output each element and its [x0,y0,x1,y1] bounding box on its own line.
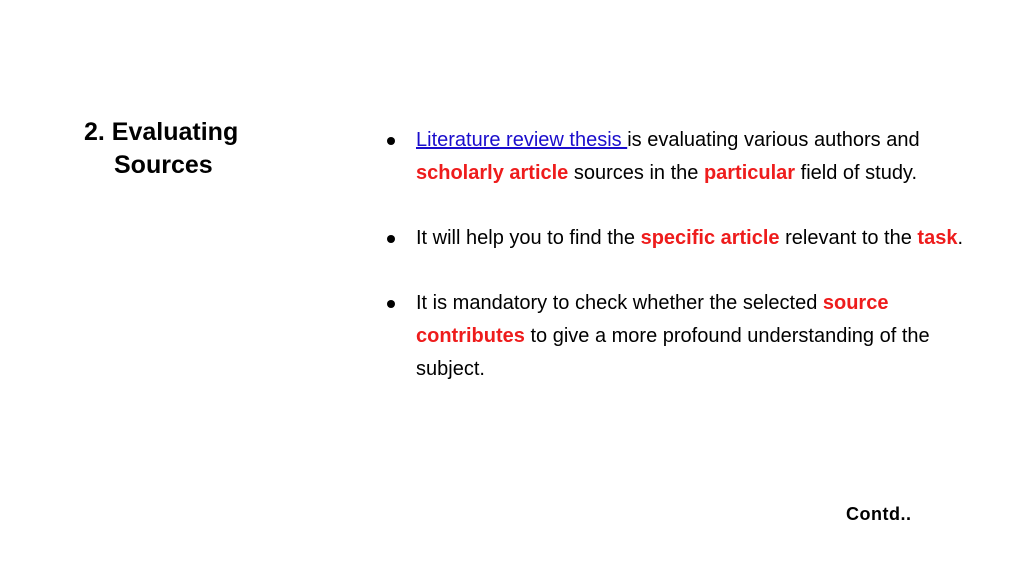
slide-title [84,116,238,182]
bullet-item-3 [384,287,964,386]
bullet-1-text-1: is evaluating various authors and [627,129,920,151]
bullet-dot-icon [387,137,395,145]
bullet-1-highlight-2: particular [703,162,796,184]
bullet-dot-icon [387,235,395,243]
bullet-item-1 [384,124,964,190]
bullet-3-highlight-1: source contributes [416,292,889,347]
bullet-2-text-2: relevant to the [779,227,918,249]
bullet-item-2 [384,222,964,255]
bullet-2-highlight-1: specific article [640,227,780,249]
bullet-3-text-1: It is mandatory to check whether the selected [416,292,823,314]
bullet-1-text-3: field of study. [795,162,918,184]
bullet-1-text-2: sources in the [568,162,704,184]
title-line-1: 2. Evaluating [84,118,239,146]
contd-label: Contd.. [846,504,912,524]
bullet-2-highlight-2: task [917,227,958,249]
bullet-3-text-2: to give a more profound understanding of the subject. [416,325,930,380]
bullet-2-text-3: . [957,227,964,249]
bullet-list [384,124,964,418]
bullet-1-highlight-1: scholarly article [416,162,569,184]
bullet-dot-icon [387,300,395,308]
bullet-2-text-1: It will help you to find the [416,227,641,249]
literature-review-thesis-link[interactable]: Literature review thesis [416,129,628,151]
title-line-2: Sources [114,151,213,179]
